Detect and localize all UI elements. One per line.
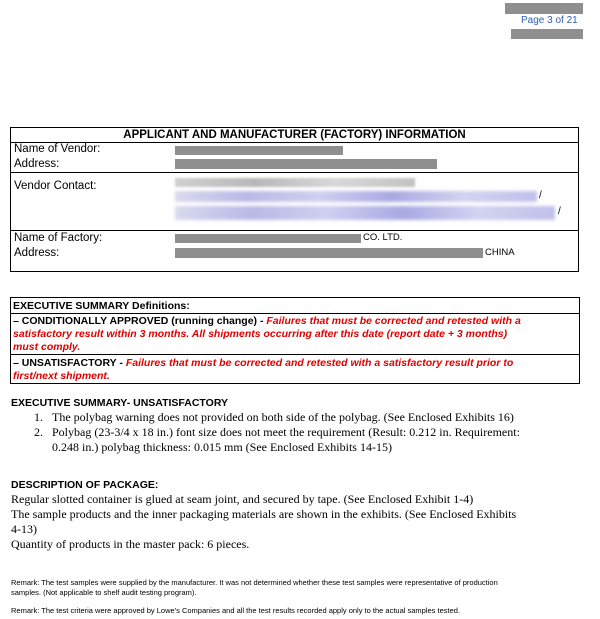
executive-summary-definitions-box xyxy=(10,297,580,384)
applicant-manufacturer-table xyxy=(10,127,579,272)
conditionally-approved-line xyxy=(13,315,521,328)
header-redaction-top xyxy=(505,3,583,14)
remark-2: Remark: The test criteria were approved by Lowe's Companies and all the test results recorded apply only to the actual samples tested. xyxy=(11,606,461,615)
divider xyxy=(11,313,579,314)
factory-name-redaction xyxy=(175,234,361,243)
definitions-heading: EXECUTIVE SUMMARY Definitions: xyxy=(13,300,190,312)
unsatisfactory-label: – UNSATISFACTORY - xyxy=(13,357,123,369)
conditionally-approved-label: – CONDITIONALLY APPROVED (running change) - xyxy=(13,315,264,327)
divider xyxy=(11,354,579,355)
header-redaction-bottom xyxy=(511,29,583,39)
vendor-contact-label: Vendor Contact: xyxy=(14,180,97,192)
factory-name-suffix: CO. LTD. xyxy=(363,232,403,243)
page-number: Page 3 of 21 xyxy=(521,15,578,26)
remark-1-line-2: samples. (Not applicable to shelf audit testing program). xyxy=(11,588,197,597)
vendor-contact-blur-1 xyxy=(175,178,415,187)
conditionally-approved-text-3: must comply. xyxy=(13,341,81,353)
remark-1-line-1: Remark: The test samples were supplied by the manufacturer. It was not determined whether these test samples were representative of production xyxy=(11,578,498,587)
summary-item-text: Polybag (23-3/4 x 18 in.) font size does not meet the requirement (Result: 0.212 in. Requirement: xyxy=(52,425,520,439)
conditionally-approved-text-2: satisfactory result within 3 months. All shipments occurring after this date (report date + 3 months) xyxy=(13,328,508,340)
summary-item-number: 1. xyxy=(34,410,43,424)
info-table-title: APPLICANT AND MANUFACTURER (FACTORY) INFORMATION xyxy=(123,129,466,141)
vendor-name-label: Name of Vendor: xyxy=(14,143,101,155)
unsatisfactory-text: Failures that must be corrected and retested with a satisfactory result prior to xyxy=(125,357,514,369)
package-line: 4-13) xyxy=(11,522,37,536)
unsatisfactory-text-2: first/next shipment. xyxy=(13,370,110,382)
summary-item-text: The polybag warning does not provided on both side of the polybag. (See Enclosed Exhibits 16) xyxy=(52,410,514,424)
executive-summary-heading: EXECUTIVE SUMMARY- UNSATISFACTORY xyxy=(11,397,229,409)
unsatisfactory-line xyxy=(13,357,513,370)
package-line: Quantity of products in the master pack: 6 pieces. xyxy=(11,537,250,551)
package-line: The sample products and the inner packaging materials are shown in the exhibits. (See Enclosed Exhibits xyxy=(11,507,517,521)
vendor-contact-blur-3 xyxy=(175,206,555,220)
factory-name-label: Name of Factory: xyxy=(14,232,103,244)
vendor-contact-blur-2 xyxy=(175,191,537,202)
divider xyxy=(11,230,578,231)
factory-address-suffix: CHINA xyxy=(485,247,515,258)
summary-item-text-cont: 0.248 in.) polybag thickness: 0.015 mm (See Enclosed Exhibits 14-15) xyxy=(52,440,392,454)
vendor-address-redaction xyxy=(175,159,437,169)
vendor-name-redaction xyxy=(175,146,343,155)
contact-slash: / xyxy=(539,190,542,201)
vendor-address-label: Address: xyxy=(14,158,60,170)
summary-item-number: 2. xyxy=(34,425,43,439)
factory-address-label: Address: xyxy=(14,247,60,259)
contact-slash: / xyxy=(558,206,561,217)
package-heading: DESCRIPTION OF PACKAGE: xyxy=(11,479,159,491)
package-line: Regular slotted container is glued at seam joint, and secured by tape. (See Enclosed Exhibit 1-4) xyxy=(11,492,474,506)
conditionally-approved-text: Failures that must be corrected and retested with a xyxy=(266,315,521,327)
divider xyxy=(11,172,578,173)
factory-address-redaction xyxy=(175,248,483,258)
